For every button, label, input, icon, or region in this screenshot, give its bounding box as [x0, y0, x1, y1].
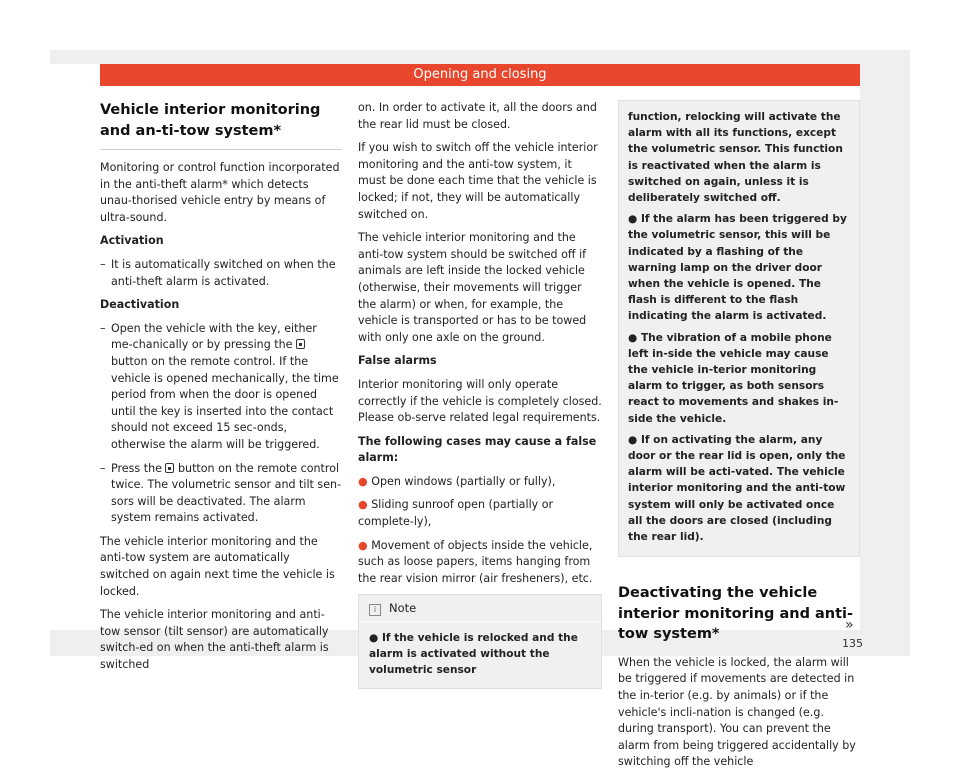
bullet-icon: ●: [358, 474, 368, 488]
note-header: [359, 595, 601, 622]
note-item: ● If on activating the alarm, any door or the rear lid is open, only the alarm will be acti-vated. The vehicle interior monitoring and the anti-tow system will only be activated once all the doors are closed (including the rear lid).: [628, 433, 846, 544]
note-item: ● The vibration of a mobile phone left in-side the vehicle may cause the vehicle in-terior monitoring alarm to trigger, as both sensors react to movements and shakes in-side the vehicle.: [628, 331, 839, 425]
lock-key-icon: [165, 463, 174, 473]
list-item: ● Movement of objects inside the vehicle, such as loose papers, items hanging from the rear vision mirror (air fresheners), etc.: [358, 538, 593, 585]
activation-title: Activation: [100, 234, 164, 248]
paragraph-auto-on: The vehicle interior monitoring and the anti-tow system are automatically switched on again next time the vehicle is locked.: [100, 534, 335, 598]
column-left: [100, 100, 342, 681]
note-item: function, relocking will activate the alarm with all its functions, except the volumetric sensor. This function is reactivated when the alarm is switched on again, unless it is deliberately switched off.: [628, 111, 843, 205]
false-alarms-title: False alarms: [358, 354, 437, 368]
section-heading: Vehicle interior monitoring and an-ti-tow system*: [100, 100, 342, 150]
note-box: [358, 594, 602, 689]
paragraph-switch-off: If you wish to switch off the vehicle interior monitoring and the anti-tow system, it must be done each time that the vehicle is locked; if not, they will be automatically switched on.: [358, 141, 598, 221]
list-item: ● Sliding sunroof open (partially or complete-ly),: [358, 498, 554, 529]
note-item: ● If the vehicle is relocked and the alarm is activated without the volumetric sensor: [369, 632, 578, 677]
deactivation-item-2: – Press the button on the remote control twice. The volumetric sensor and tilt sen-sors will be deactivated. The alarm system remains activated.: [100, 461, 342, 527]
bullet-icon: ●: [358, 538, 368, 552]
paragraph-deactivating: When the vehicle is locked, the alarm will be triggered if movements are detected in the in-terior (e.g. by animals) or if the vehicle's incli-nation is changed (e.g. during transport). You can prevent the alarm from being triggered accidentally by switching off the vehicle: [618, 655, 856, 769]
unlock-key-icon: [296, 339, 305, 349]
section-heading-deactivating: Deactivating the vehicle interior monitoring and anti-tow system*: [618, 585, 854, 643]
paragraph-activate: on. In order to activate it, all the doors and the rear lid must be closed.: [358, 101, 597, 131]
info-icon: i: [369, 604, 381, 616]
column-right: [618, 100, 860, 778]
chapter-header: Opening and closing: [100, 64, 860, 86]
paragraph-animals: The vehicle interior monitoring and the anti-tow system should be switched off if animals are left inside the locked vehicle (otherwise, their movements will trigger the alarm) or when, for example, the vehicle is transported or has to be towed with only one axle on the ground.: [358, 231, 587, 344]
intro-paragraph: Monitoring or control function incorporated in the anti-theft alarm* which detects unau-thorised vehicle entry by means of ultra-sound.: [100, 161, 340, 224]
deactivation-item-1: – Open the vehicle with the key, either me-chanically or by pressing the button on the remote control. If the vehicle is opened mechanically, the time period from when the door is opened until the key is inserted into the contact should not exceed 15 sec-onds, otherwise the alarm will be triggered.: [100, 321, 342, 454]
note-item: ● If the alarm has been triggered by the volumetric sensor, this will be indicated by a flashing of the warning lamp on the driver door when the vehicle is opened. The flash is different to the flash indicating the alarm is activated.: [628, 213, 847, 323]
column-middle: [358, 100, 602, 689]
activation-item: – It is automatically switched on when the anti-theft alarm is activated.: [100, 257, 342, 290]
page-number: 135: [842, 637, 863, 650]
false-alarms-paragraph: Interior monitoring will only operate correctly if the vehicle is completely closed. Please ob-serve related legal requirements.: [358, 377, 602, 425]
list-item: ● Open windows (partially or fully),: [358, 474, 556, 488]
note-box-continued: [618, 100, 860, 557]
note-body: [359, 622, 601, 688]
paragraph-tilt-sensor: The vehicle interior monitoring and anti-tow sensor (tilt sensor) are automatically switch-ed on when the anti-theft alarm is switched: [100, 608, 329, 672]
note-label: Note: [389, 601, 417, 616]
deactivation-title: Deactivation: [100, 298, 180, 312]
continued-icon: »: [845, 617, 854, 633]
cases-title: The following cases may cause a false alarm:: [358, 434, 597, 465]
bullet-icon: ●: [358, 498, 368, 512]
